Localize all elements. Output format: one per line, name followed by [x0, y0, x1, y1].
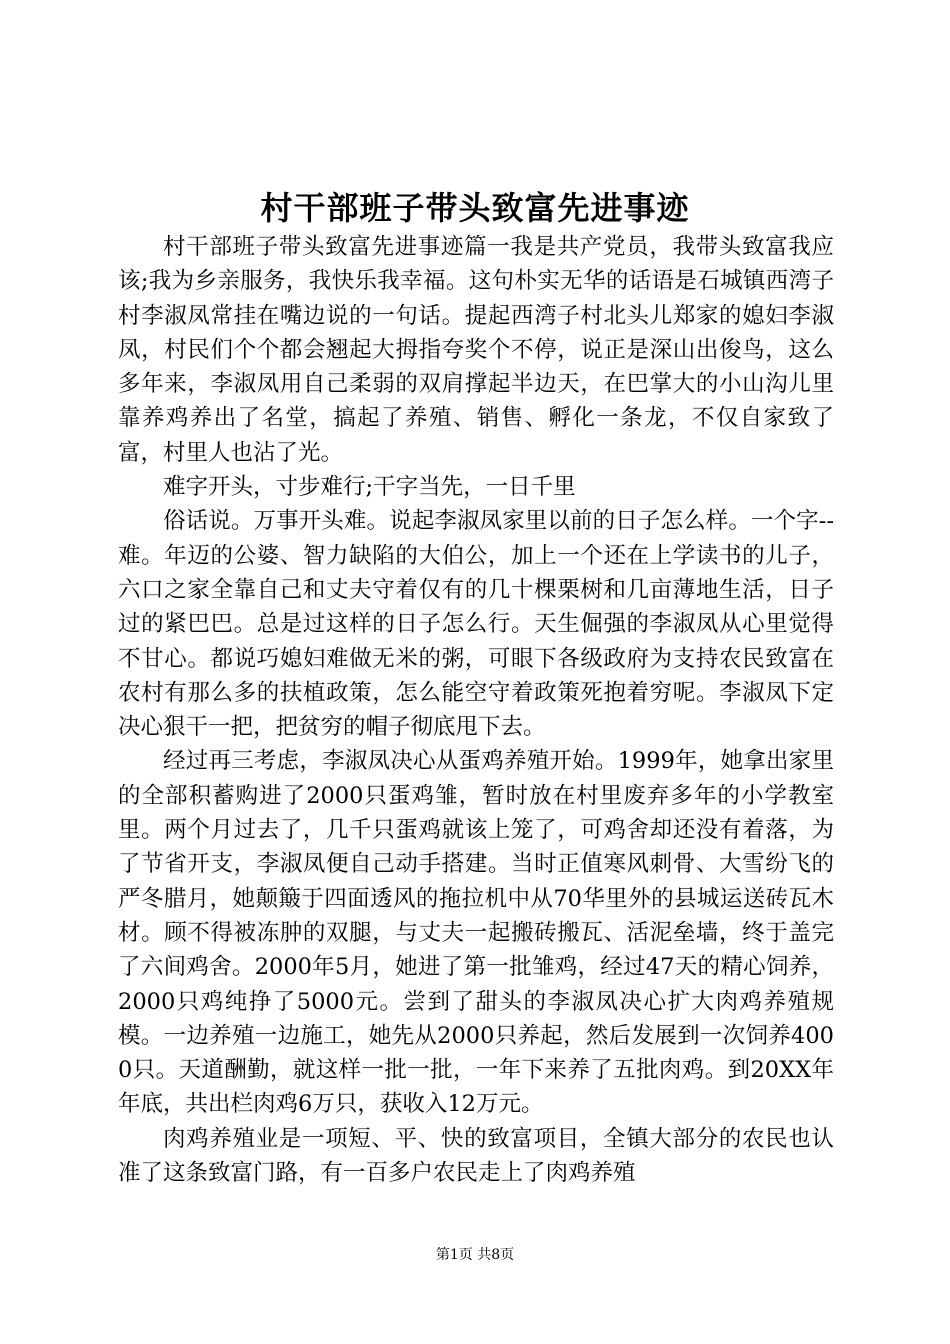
- paragraph-2: 难字开头，寸步难行;干字当先，一日千里: [163, 474, 576, 501]
- document-body: [118, 230, 834, 1190]
- paragraph-5: 肉鸡养殖业是一项短、平、快的致富项目，全镇大部分的农民也认准了这条致富门路，有一百多户农民走上了肉鸡养殖: [118, 1125, 834, 1187]
- paragraph-3: 俗话说。万事开头难。说起李淑凤家里以前的日子怎么样。一个字--难。年迈的公婆、智力缺陷的大伯公，加上一个还在上学读书的儿子，六口之家全靠自己和丈夫守着仅有的几十棵栗树和几亩薄地生活，日子过的紧巴巴。总是过这样的日子怎么行。天生倔强的李淑凤从心里觉得不甘心。都说巧媳妇难做无米的粥，可眼下各级政府为支持农民致富在农村有那么多的扶植政策，怎么能空守着政策死抱着穷呢。李淑凤下定决心狠干一把，把贫穷的帽子彻底甩下去。: [118, 508, 834, 741]
- paragraph-4: 经过再三考虑，李淑凤决心从蛋鸡养殖开始。1999年，她拿出家里的全部积蓄购进了2000只蛋鸡雏，暂时放在村里废弃多年的小学教室里。两个月过去了，几千只蛋鸡就该上笼了，可鸡舍却还没有着落，为了节省开支，李淑凤便自己动手搭建。当时正值寒风刺骨、大雪纷飞的严冬腊月，她颠簸于四面透风的拖拉机中从70华里外的县城运送砖瓦木材。顾不得被冻肿的双腿，与丈夫一起搬砖搬瓦、活泥垒墙，终于盖完了六间鸡舍。2000年5月，她进了第一批雏鸡，经过47天的精心饲养，2000只鸡纯挣了5000元。尝到了甜头的李淑凤决心扩大肉鸡养殖规模。一边养殖一边施工，她先从2000只养起，然后发展到一次饲养4000只。天道酬勤，就这样一批一批，一年下来养了五批肉鸡。到20XX年年底，共出栏肉鸡6万只，获收入12万元。: [118, 748, 834, 1118]
- paragraph-1: 村干部班子带头致富先进事迹篇一我是共产党员，我带头致富我应该;我为乡亲服务，我快乐我幸福。这句朴实无华的话语是石城镇西湾子村李淑凤常挂在嘴边说的一句话。提起西湾子村北头儿郑家的媳妇李淑凤，村民们个个都会翘起大拇指夸奖个不停，说正是深山出俊鸟，这么多年来，李淑凤用自己柔弱的双肩撑起半边天，在巴掌大的小山沟儿里靠养鸡养出了名堂，搞起了养殖、销售、孵化一条龙，不仅自家致了富，村里人也沾了光。: [118, 234, 834, 466]
- page-footer: 第1页 共8页: [435, 1247, 515, 1263]
- document-title: 村干部班子带头致富先进事迹: [260, 189, 690, 227]
